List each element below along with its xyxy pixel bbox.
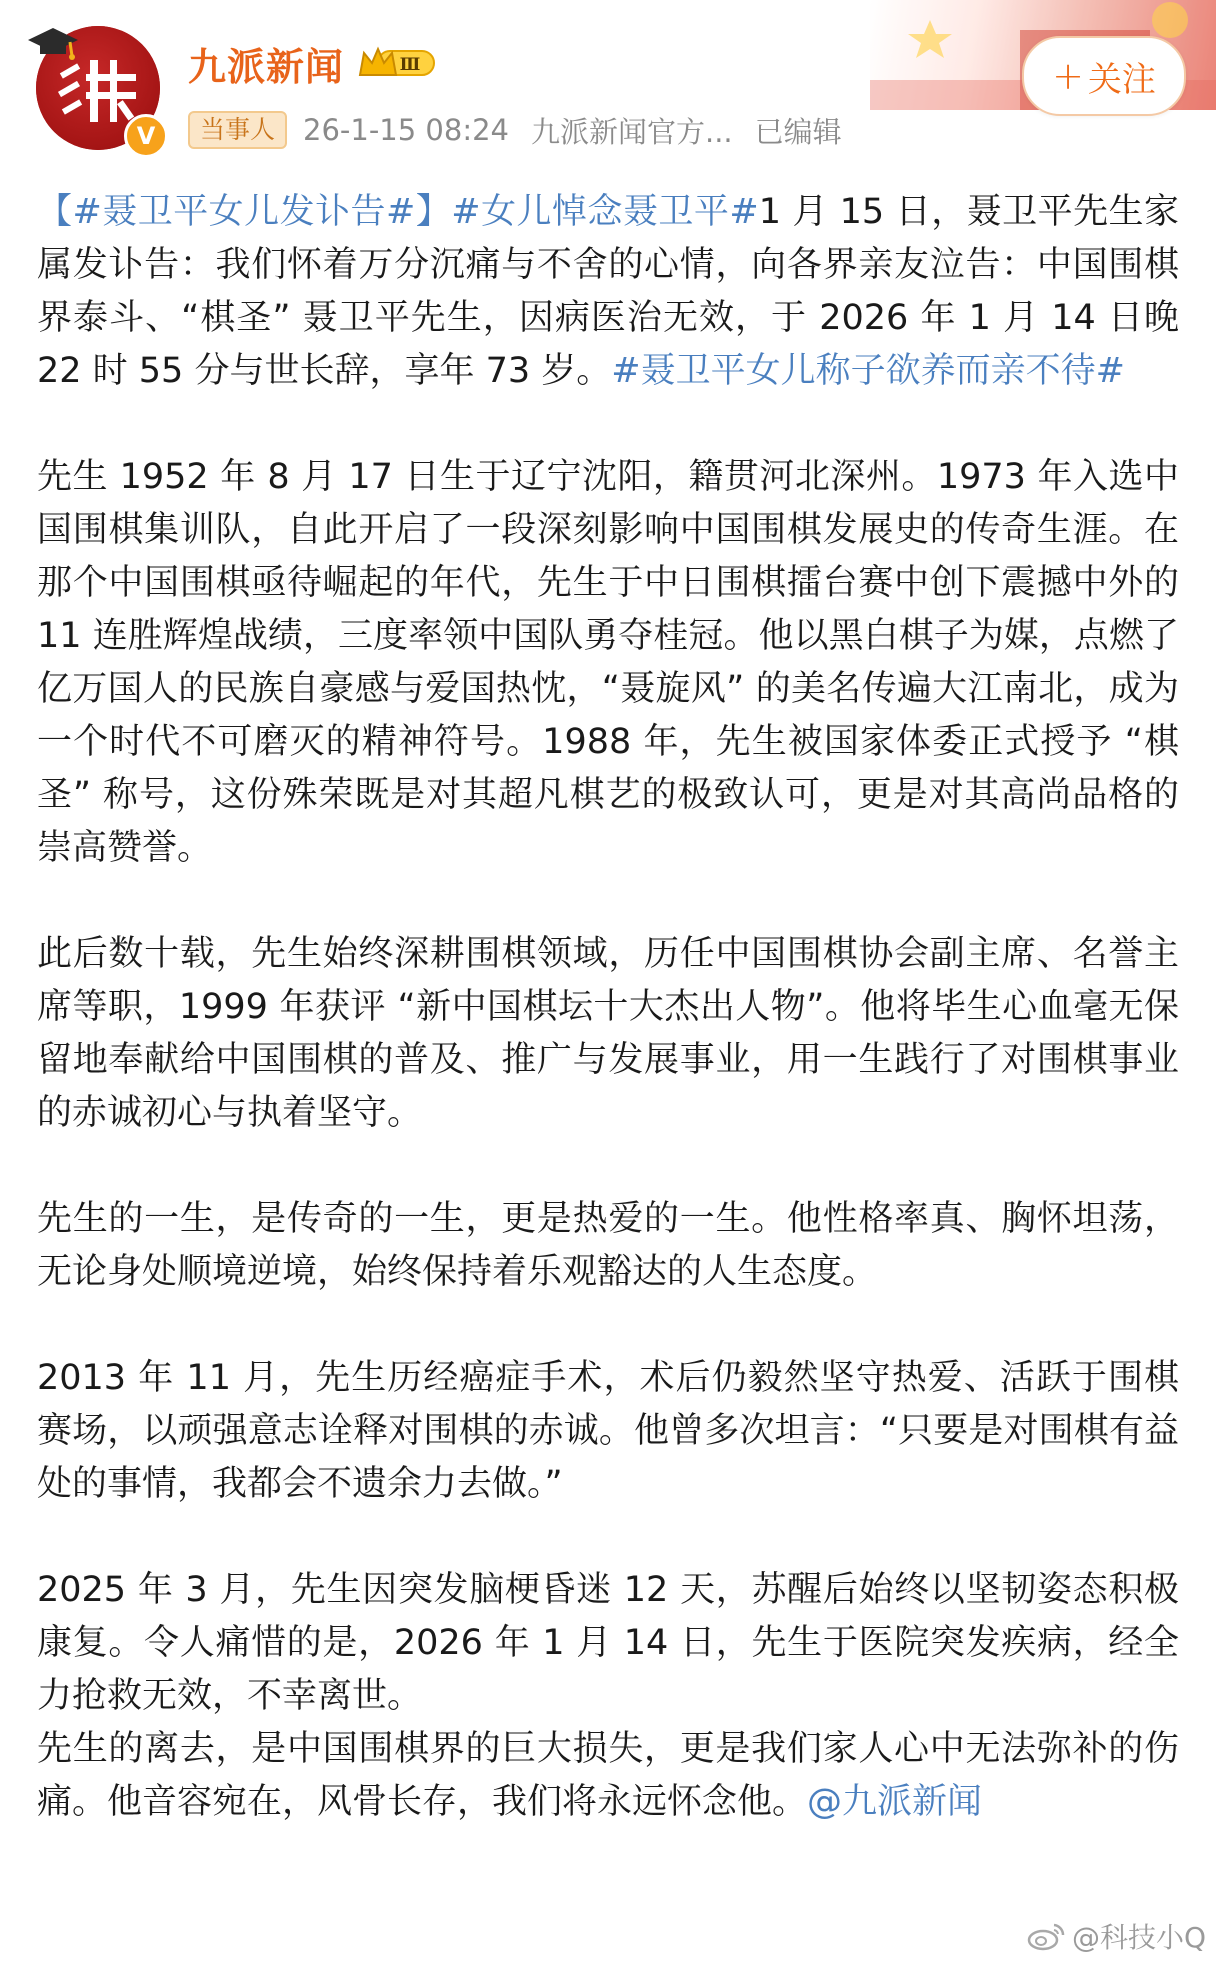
- post-header: [0, 0, 1216, 170]
- paragraph-surgery: 2013 年 11 月，先生历经癌症手术，术后仍毅然坚守热爱、活跃于围棋赛场，以顽强意志诠释对围棋的赤诚。他曾多次坦言：“只要是对围棋有益处的事情，我都会不遗余力去做。”: [37, 1358, 1179, 1504]
- graduation-cap-icon: [24, 24, 82, 64]
- level-number: Ⅲ: [399, 55, 421, 75]
- crown-level-icon: [358, 45, 438, 81]
- role-tag: 当事人: [188, 111, 287, 149]
- follow-button[interactable]: [1022, 36, 1186, 116]
- mention-jiupai[interactable]: @九派新闻: [807, 1782, 983, 1822]
- hashtag-daughter-quote[interactable]: #聂卫平女儿称子欲养而亲不待#: [611, 351, 1125, 391]
- post-body: [37, 186, 1179, 1829]
- post-source[interactable]: 九派新闻官方...: [531, 114, 733, 149]
- hashtag-mourning[interactable]: #女儿悼念聂卫平#: [451, 192, 759, 232]
- plus-icon: +: [1052, 54, 1084, 98]
- paragraph-announcement: [37, 186, 1179, 398]
- post-time: 26-1-15 08:24: [303, 113, 509, 147]
- avatar[interactable]: [36, 26, 160, 150]
- edited-label[interactable]: 已编辑: [754, 114, 842, 149]
- farewell-text: 先生的离去，是中国围棋界的巨大损失，更是我们家人心中无法弥补的伤痛。他音容宛在，风骨长存，我们将永远怀念他。: [37, 1729, 1179, 1822]
- hashtag-obituary[interactable]: 【#聂卫平女儿发讣告#】: [37, 192, 452, 232]
- watermark-text: @科技小Q: [1072, 1921, 1207, 1954]
- jiupai-logo-icon: [56, 54, 140, 126]
- level-badge[interactable]: [358, 45, 438, 81]
- name-row: [188, 38, 438, 88]
- weibo-logo-icon: [1026, 1921, 1066, 1951]
- account-name[interactable]: 九派新闻: [188, 44, 345, 89]
- watermark: [1026, 1916, 1206, 1956]
- paragraph-career: 此后数十载，先生始终深耕围棋领域，历任中国围棋协会副主席、名誉主席等职，1999 年获评 “新中国棋坛十大杰出人物”。他将毕生心血毫无保留地奉献给中国围棋的普及、推广与发展事业，用一生践行了对围棋事业的赤诚初心与执着坚守。: [37, 934, 1179, 1133]
- paragraph-farewell: [37, 1723, 1179, 1829]
- verified-badge-icon: V: [124, 114, 168, 158]
- follow-label: 关注: [1087, 59, 1156, 100]
- paragraph-illness: 2025 年 3 月，先生因突发脑梗昏迷 12 天，苏醒后始终以坚韧姿态积极康复。令人痛惜的是，2026 年 1 月 14 日，先生于医院突发疾病，经全力抢救无效，不幸离世。: [37, 1570, 1179, 1716]
- announcement-text: 1 月 15 日，聂卫平先生家属发讣告：我们怀着万分沉痛与不舍的心情，向各界亲友泣告：中国围棋界泰斗、“棋圣” 聂卫平先生，因病医治无效，于 2026 年 1 月 14 日晚 22 时 55 分与世长辞，享年 73 岁。: [37, 192, 1180, 391]
- paragraph-biography: 先生 1952 年 8 月 17 日生于辽宁沈阳，籍贯河北深州。1973 年入选中国围棋集训队，自此开启了一段深刻影响中国围棋发展史的传奇生涯。在那个中国围棋亟待崛起的年代，先生于中日围棋擂台赛中创下震撼中外的 11 连胜辉煌战绩，三度率领中国队勇夺桂冠。他以黑白棋子为媒，点燃了亿万国人的民族自豪感与爱国热忱，“聂旋风” 的美名传遍大江南北，成为一个时代不可磨灭的精神符号。1988 年，先生被国家体委正式授予 “棋圣” 称号，这份殊荣既是对其超凡棋艺的极致认可，更是对其高尚品格的崇高赞誉。: [37, 457, 1179, 868]
- paragraph-character: 先生的一生，是传奇的一生，更是热爱的一生。他性格率真、胸怀坦荡，无论身处顺境逆境，始终保持着乐观豁达的人生态度。: [37, 1199, 1179, 1292]
- meta-row: [188, 108, 842, 152]
